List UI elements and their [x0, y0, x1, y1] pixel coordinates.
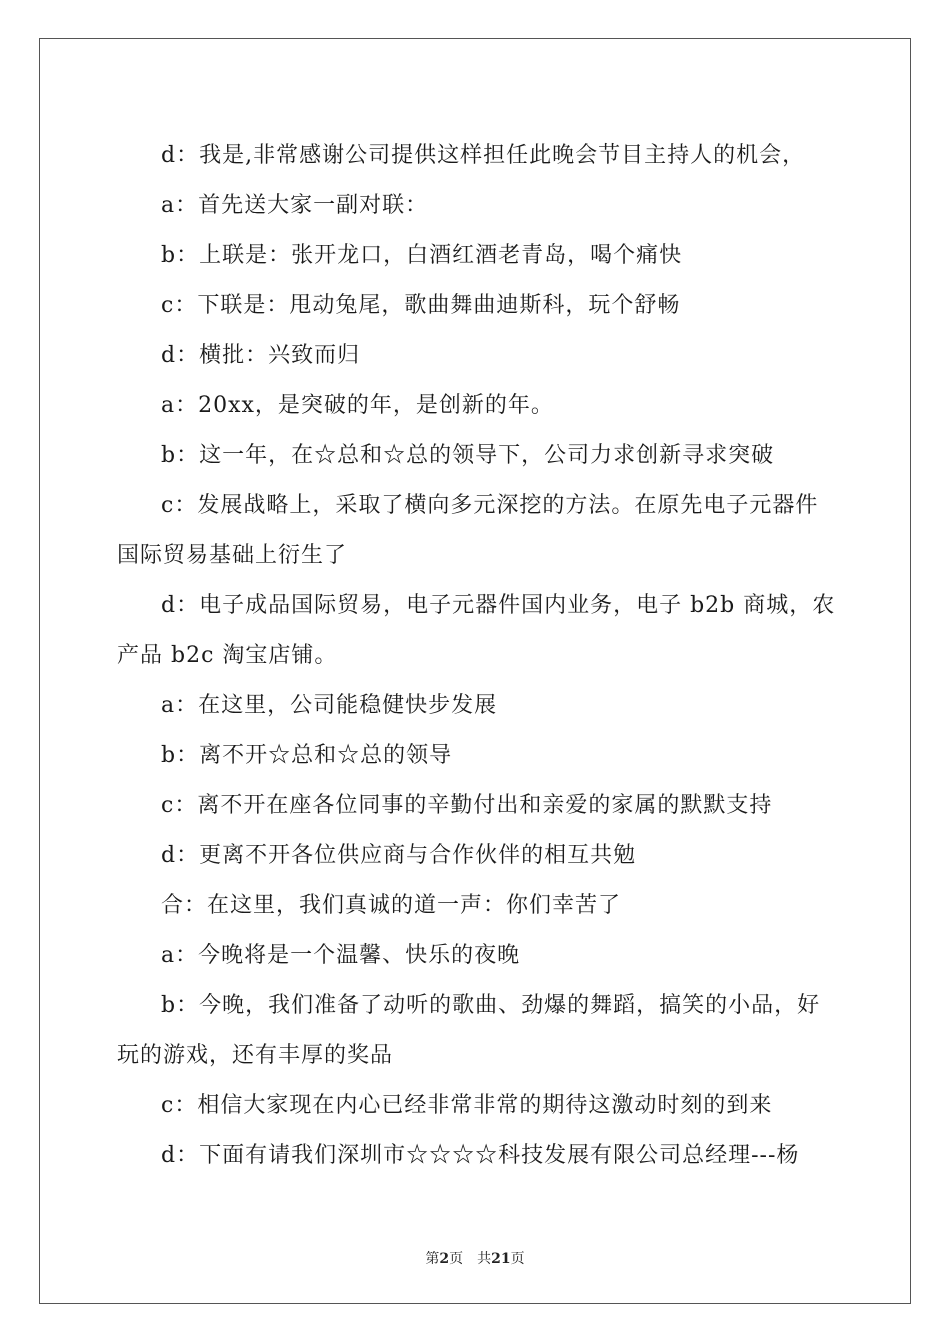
paragraph: b：这一年，在☆总和☆总的领导下，公司力求创新寻求突破 [161, 443, 775, 468]
paragraph: b：离不开☆总和☆总的领导 [161, 743, 453, 768]
document-body [117, 131, 837, 1181]
paragraph: d：更离不开各位供应商与合作伙伴的相互共勉 [161, 843, 637, 868]
paragraph: c：离不开在座各位同事的辛勤付出和亲爱的家属的默默支持 [161, 793, 773, 818]
paragraph: c：相信大家现在内心已经非常非常的期待这激动时刻的到来 [161, 1093, 773, 1118]
paragraph: d：电子成品国际贸易，电子元器件国内业务，电子 b2b 商城，农产品 b2c 淘宝店铺。 [117, 593, 836, 668]
paragraph: b：今晚，我们准备了动听的歌曲、劲爆的舞蹈，搞笑的小品，好玩的游戏，还有丰厚的奖品 [117, 993, 821, 1068]
paragraph: c：下联是：甩动兔尾，歌曲舞曲迪斯科，玩个舒畅 [161, 293, 681, 318]
current-page-number: 2 [439, 1251, 450, 1267]
paragraph: d：下面有请我们深圳市☆☆☆☆科技发展有限公司总经理---杨 [161, 1143, 800, 1168]
paragraph: a：首先送大家一副对联： [161, 193, 429, 218]
page-footer [0, 1248, 950, 1268]
total-page-count: 21 [491, 1251, 511, 1267]
paragraph: b：上联是：张开龙口，白酒红酒老青岛，喝个痛快 [161, 243, 683, 268]
paragraph: a：在这里，公司能稳健快步发展 [161, 693, 498, 718]
paragraph: d：横批：兴致而归 [161, 343, 361, 368]
footer-mid: 页 共 [449, 1251, 492, 1267]
footer-prefix: 第 [425, 1251, 440, 1267]
footer-suffix: 页 [510, 1251, 525, 1267]
paragraph: d：我是,非常感谢公司提供这样担任此晚会节目主持人的机会， [161, 143, 806, 168]
paragraph: a：20xx，是突破的年，是创新的年。 [161, 393, 554, 418]
paragraph: 合：在这里，我们真诚的道一声：你们幸苦了 [161, 893, 622, 918]
paragraph: c：发展战略上，采取了横向多元深挖的方法。在原先电子元器件国际贸易基础上衍生了 [117, 493, 819, 568]
paragraph: a：今晚将是一个温馨、快乐的夜晚 [161, 943, 521, 968]
